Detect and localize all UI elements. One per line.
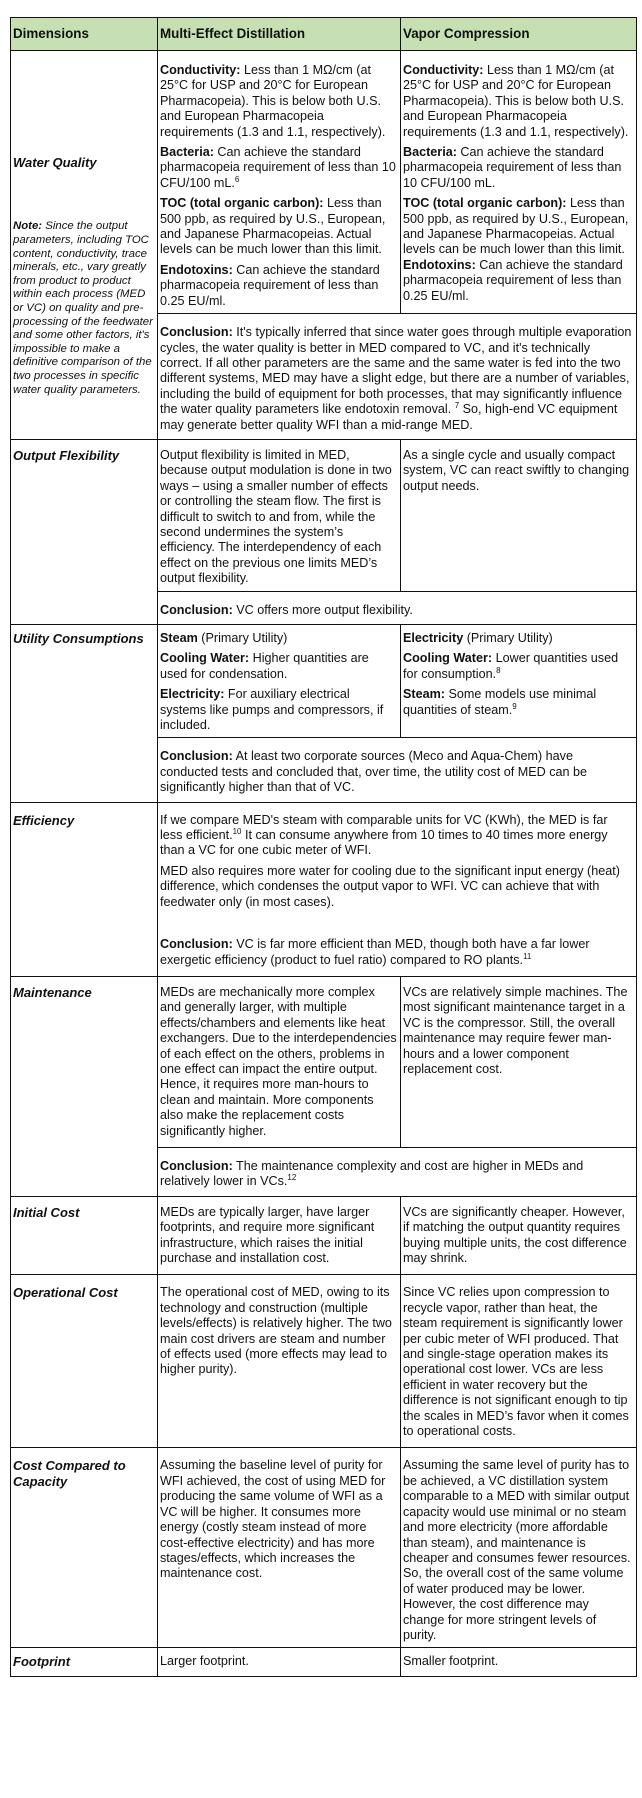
vc-cooling-water: [403, 651, 633, 682]
footnote-ref: 12: [287, 1173, 297, 1183]
vc-water-quality: [401, 51, 637, 314]
vc-conductivity: [403, 63, 633, 140]
comparison-table: [10, 17, 637, 1677]
vc-steam: [403, 687, 633, 718]
conclusion-text: It's typically inferred that since water goes through multiple evaporation cycles, the water quality is better in MED compared to VC, and it's technically correct. If all other parameters are the same and the same water is fed into the two different systems, MED may have a slight edge, but there are a number of variables, including the build of equipment for both processes, that may significantly influence the water quality parameters like endotoxin removal.: [160, 325, 632, 417]
note-label: Note:: [13, 220, 43, 233]
footnote-ref: 6: [234, 174, 240, 184]
conclusion-text: VC offers more output flexibility.: [232, 602, 413, 617]
header-med: Multi-Effect Distillation: [158, 18, 401, 51]
med-output-flexibility: Output flexibility is limited in MED, because output modulation is done in two ways – using a smaller number of effects or controlling the steam flow. The first is difficult to switch to and from, while the second undermines the system’s efficiency. The interdependency of each effect on the previous one limits MED’s output flexibility.: [158, 439, 401, 591]
vc-cost-capacity: Assuming the same level of purity has to be achieved, a VC distillation system comparable to a MED with similar output capacity would use minimal or no steam and more electricity (more affordable than steam), and maintenance is cheaper and consumes fewer resources. So, the overall cost of the same volume of water produced may be lower. However, the cost difference may change for more stringent levels of purity.: [401, 1448, 637, 1648]
conclusion-text: At least two corporate sources (Meco and Aqua-Chem) have conducted tests and concluded that, over time, the utility cost of MED can be significantly higher than that of VC.: [160, 749, 588, 795]
label: Conductivity:: [403, 63, 484, 77]
med-maintenance: MEDs are mechanically more complex and generally larger, with multiple effects/chambers and elements like heat exchangers. Due to the interdependencies of each effect on the others, problems in one effect can impact the entire output. Hence, it requires more man-hours to clean and maintain. More components also make the replacement costs significantly higher.: [158, 976, 401, 1147]
med-utility: [158, 625, 401, 738]
dimension-label: Water Quality: [13, 155, 97, 170]
text: Less than 1 MΩ/cm (at 25°C for USP and 20°C for European Pharmacopeia). This is below both U.S. and European Pharmacopeia requirements (1.3 and 1.1, respectively).: [160, 63, 386, 139]
label: Bacteria:: [403, 145, 457, 160]
label: Cooling Water:: [403, 651, 493, 666]
text: Less than 500 ppb, as required by U.S., European, and Japanese Pharmacopeias. Actual levels can be much lower than this limit.: [160, 196, 386, 257]
dim-operational-cost: [11, 1275, 158, 1448]
dim-water-quality: [11, 51, 158, 440]
label: Conductivity:: [160, 63, 241, 77]
conclusion-label: Conclusion:: [160, 325, 233, 340]
label: Electricity: [403, 631, 464, 645]
text: For auxiliary electrical systems like pumps and compressors, if included.: [160, 687, 384, 733]
row-initial-cost: [11, 1196, 637, 1275]
label: Electricity:: [160, 687, 225, 702]
label: Endotoxins:: [160, 262, 233, 277]
med-footprint: Larger footprint.: [158, 1648, 401, 1676]
dim-initial-cost: [11, 1196, 158, 1275]
dimension-label: Footprint: [13, 1654, 71, 1670]
dim-footprint: [11, 1648, 158, 1676]
vc-utility: [401, 625, 637, 738]
header-dimensions: Dimensions: [11, 18, 158, 51]
dim-maintenance: [11, 976, 158, 1196]
footnote-ref: 11: [523, 951, 532, 961]
dim-utility-consumptions: [11, 625, 158, 803]
efficiency-content: [158, 802, 637, 976]
footnote-ref: 7: [454, 400, 460, 410]
efficiency-para-1: [160, 813, 633, 859]
dim-cost-capacity: [11, 1448, 158, 1648]
conclusion-label: Conclusion:: [160, 749, 233, 764]
label: Endotoxins:: [403, 257, 476, 272]
dimension-label: Initial Cost: [13, 1204, 80, 1220]
text: Can achieve the standard pharmacopeia requirement of less than 0.25 EU/ml.: [160, 262, 380, 308]
vc-footprint: Smaller footprint.: [401, 1648, 637, 1676]
dimension-label: Cost Compared to Capacity: [13, 1458, 126, 1489]
vc-output-flexibility: As a single cycle and usually compact system, VC can react swiftly to changing output needs.: [401, 439, 637, 591]
row-utility-consumptions: [11, 625, 637, 738]
dim-efficiency: [11, 802, 158, 976]
row-cost-capacity: [11, 1448, 637, 1648]
text: Can achieve the standard pharmacopeia requirement of less than 10 CFU/100 mL.: [160, 145, 396, 190]
conclusion-text: So, high-end VC equipment may generate better quality WFI than a mid-range MED.: [160, 402, 618, 432]
header-row: [11, 18, 637, 51]
med-conductivity: [160, 63, 397, 140]
med-toc: [160, 196, 397, 258]
dimension-label: Efficiency: [13, 812, 75, 828]
med-water-quality: [158, 51, 401, 314]
footnote-ref: 8: [496, 665, 501, 675]
conclusion-label: Conclusion:: [160, 937, 233, 952]
maintenance-conclusion: [158, 1147, 637, 1196]
efficiency-para-2: MED also requires more water for cooling due to the significant input energy (heat) difference, which condenses the output vapor to WFI. VC can achieve that with feedwater only (in most cases).: [160, 863, 620, 909]
dimension-label: Maintenance: [13, 984, 92, 1000]
dimension-label: Operational Cost: [13, 1285, 118, 1301]
text: (Primary Utility): [197, 631, 288, 645]
med-initial-cost: MEDs are typically larger, have larger footprints, and require more significant infrastructure, which raises the initial purchase and installation cost.: [158, 1196, 401, 1275]
efficiency-conclusion: [160, 937, 633, 968]
row-efficiency: [11, 802, 637, 976]
dim-output-flexibility: [11, 439, 158, 624]
vc-initial-cost: VCs are significantly cheaper. However, if matching the output quantity requires buying multiple units, the cost difference may shrink.: [401, 1196, 637, 1275]
med-operational-cost: The operational cost of MED, owing to its technology and construction (multiple levels/effects) is relatively higher. The two main cost drivers are steam and number of effects used (more effects may lead to higher purity).: [158, 1275, 401, 1448]
med-endotoxins: [160, 263, 397, 309]
vc-primary-utility: [403, 631, 633, 646]
row-footprint: [11, 1648, 637, 1676]
text: Some models use minimal quantities of steam.: [403, 687, 597, 717]
water-quality-conclusion: [158, 314, 637, 440]
text: Less than 500 ppb, as required by U.S., European, and Japanese Pharmacopeias. Actual levels can be much lower than this limit.: [403, 196, 629, 257]
label: Steam: [160, 631, 198, 645]
conclusion-label: Conclusion:: [160, 1158, 233, 1173]
vc-toc-endotoxins: [403, 196, 633, 304]
vc-bacteria: [403, 145, 633, 191]
med-primary-utility: [160, 631, 397, 646]
vc-maintenance: VCs are relatively simple machines. The most significant maintenance target in a VC is the compressor. Still, the overall maintenance may require fewer man-hours and a lower component replacement cost.: [401, 976, 637, 1147]
label: Bacteria:: [160, 145, 214, 160]
footnote-ref: 9: [512, 701, 517, 711]
water-quality-note: [13, 220, 154, 397]
text: (Primary Utility): [463, 631, 553, 645]
text: It can consume anywhere from 10 times to 40 times more energy than a VC for one cubic meter of WFI.: [160, 828, 608, 858]
med-electricity: [160, 687, 397, 733]
row-water-quality: [11, 51, 637, 314]
row-maintenance: [11, 976, 637, 1147]
med-cooling-water: [160, 651, 397, 682]
med-bacteria: [160, 145, 397, 191]
dimension-label: Utility Consumptions: [13, 631, 144, 646]
vc-operational-cost: Since VC relies upon compression to recycle vapor, rather than heat, the steam requirement is significantly lower per cubic meter of WFI produced. That and single-stage operation makes its operational cost lower. VCs are less efficient in water recovery but the difference is not significant enough to tip the scales in MED’s favor when it comes to operational costs.: [401, 1275, 637, 1448]
med-cost-capacity: Assuming the baseline level of purity for WFI achieved, the cost of using MED for producing the same volume of WFI as a VC will be higher. It consumes more energy (costly steam instead of more cost-effective electricity) and has more stages/effects, which increases the maintenance cost.: [158, 1448, 401, 1648]
header-vc: Vapor Compression: [401, 18, 637, 51]
label: TOC (total organic carbon):: [403, 196, 567, 211]
utility-conclusion: [158, 738, 637, 802]
label: Steam:: [403, 687, 445, 702]
footnote-ref: 10: [232, 826, 242, 836]
label: Cooling Water:: [160, 651, 250, 666]
text: Higher quantities are used for condensation.: [160, 651, 369, 681]
dimension-label: Output Flexibility: [13, 447, 120, 463]
text: Can achieve the standard pharmacopeia requirement of less than 10 CFU/100 mL.: [403, 145, 622, 190]
note-text: Since the output parameters, including TOC content, conductivity, trace minerals, etc., vary greatly from product to product within each process (MED or VC) on quality and pre-processing of the feedwater and some other factors, it's impossible to make a definitive comparison of the two processes in specific water quality parameters.: [13, 220, 153, 396]
output-flexibility-conclusion: [158, 591, 637, 624]
text: If we compare MED's steam with comparable units for VC (KWh), the MED is far less efficient.: [160, 812, 608, 843]
text: Lower quantities used for consumption.: [403, 651, 619, 681]
conclusion-label: Conclusion:: [160, 602, 233, 617]
text: Can achieve the standard pharmacopeia requirement of less than 0.25 EU/ml.: [403, 257, 623, 303]
text: Less than 1 MΩ/cm (at 25°C for USP and 20°C for European Pharmacopeia). This is below both U.S. and European Pharmacopeia requirements (1.3 and 1.1, respectively).: [403, 63, 629, 139]
label: TOC (total organic carbon):: [160, 196, 324, 211]
row-output-flexibility: [11, 439, 637, 591]
conclusion-text: VC is far more efficient than MED, though both have a far lower exergetic efficiency (product to fuel ratio) compared to RO plants.: [160, 937, 590, 967]
spacer: [160, 915, 633, 937]
row-operational-cost: [11, 1275, 637, 1448]
conclusion-text: The maintenance complexity and cost are higher in MEDs and relatively lower in VCs.: [160, 1158, 584, 1189]
